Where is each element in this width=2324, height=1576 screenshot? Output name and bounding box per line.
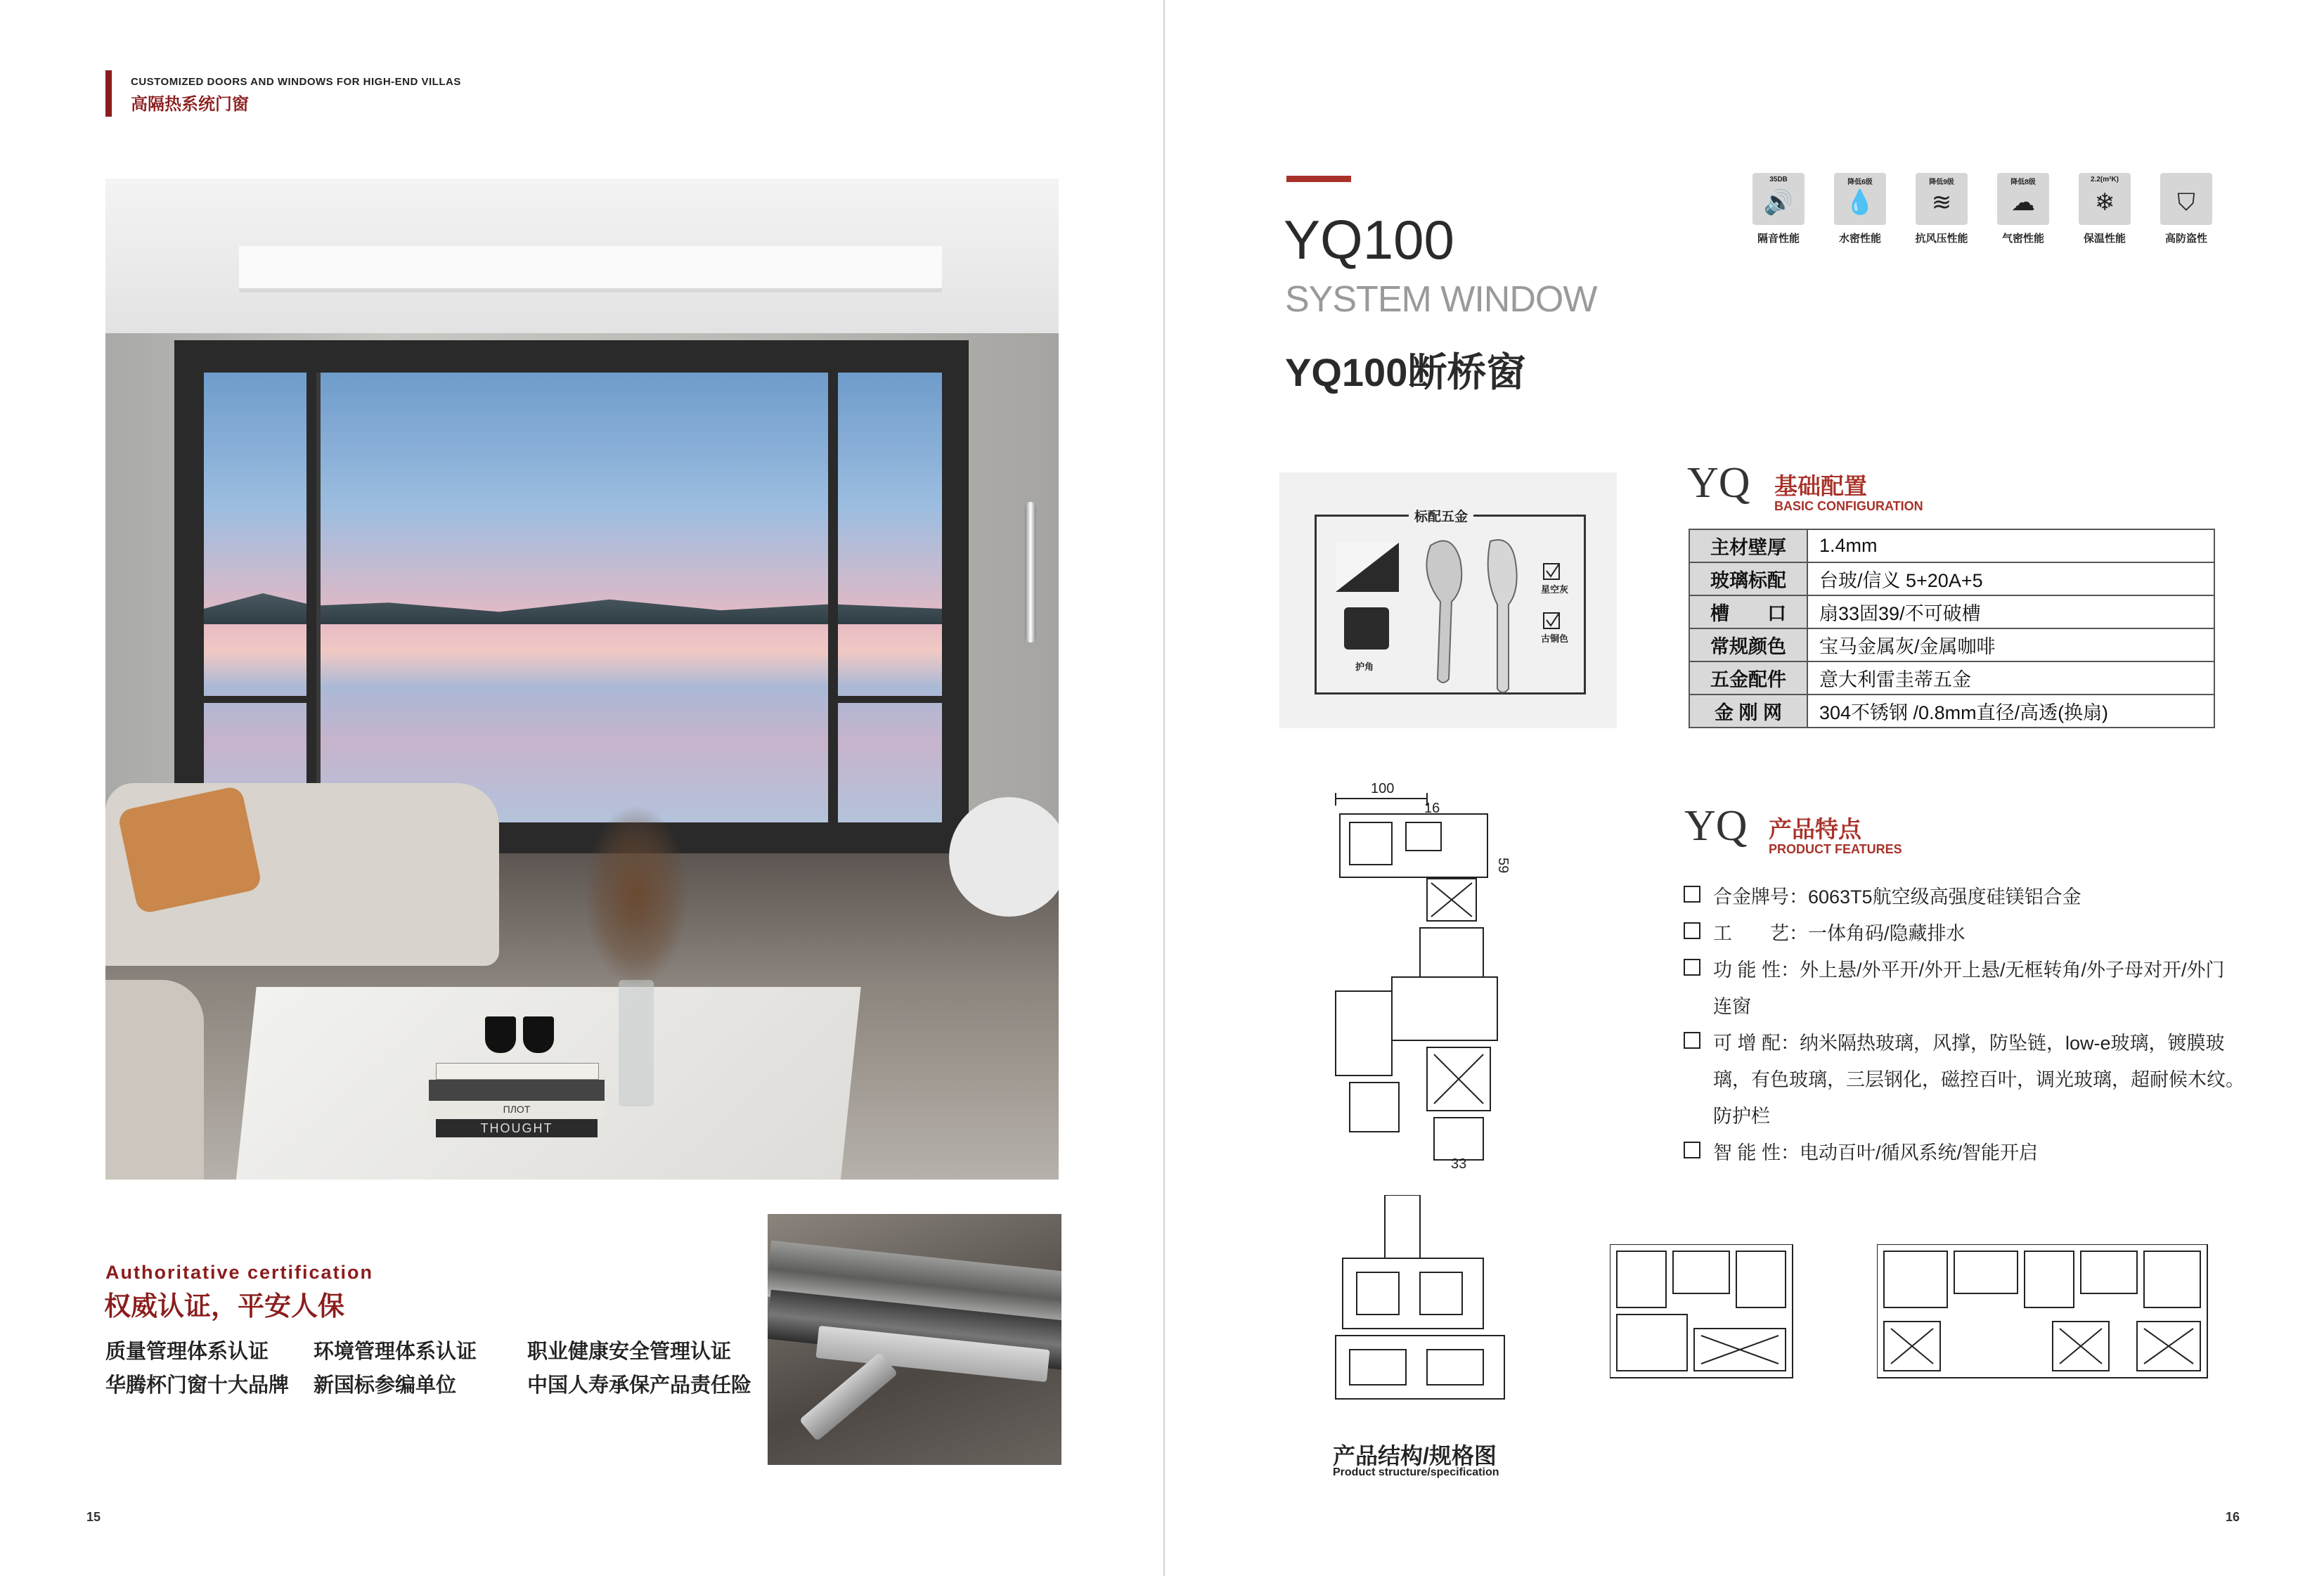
model-title-cn: YQ100断桥窗	[1285, 350, 1526, 394]
perf-item-wind: 降低9级 ≋ 抗风压性能	[1906, 173, 1977, 245]
corner-guard-icon	[1344, 607, 1389, 650]
book-spine-1: ПЛОТ	[429, 1101, 605, 1118]
table-row: 五金配件 意大利雷圭蒂五金	[1689, 661, 2214, 695]
standard-hardware-panel	[1279, 472, 1617, 728]
perf-item-water: 降低6级 💧 水密性能	[1825, 173, 1895, 245]
feature-line: 可 增 配：纳米隔热玻璃，风撑，防坠链，low-e玻璃，镀膜玻	[1713, 1033, 2225, 1054]
hardware-title: 标配五金	[1409, 506, 1473, 525]
page-number-left: 15	[86, 1510, 101, 1524]
perf-item-thermal: 2.2(m²K) ❄ 保温性能	[2070, 173, 2140, 245]
air-icon: ☁	[2011, 189, 2035, 216]
certification-title-en: Authoritative certification	[105, 1262, 374, 1283]
table-row: 常规颜色 宝马金属灰/金属咖啡	[1689, 628, 2214, 661]
basic-config-table	[1689, 529, 2215, 728]
feature-checkbox	[1684, 922, 1700, 939]
hardware-illustration	[1279, 472, 1617, 728]
dim-100: 100	[1371, 781, 1395, 796]
dim-33: 33	[1451, 1156, 1467, 1172]
feature-checkbox	[1684, 1032, 1700, 1049]
profile-section-vertical	[1322, 780, 1525, 1174]
profile-section-horizontal-1	[1610, 1244, 1800, 1385]
water-icon: 💧	[1845, 189, 1876, 216]
certification-title-cn: 权威认证，平安人保	[104, 1292, 345, 1322]
perf-item-sound: 35DB 🔊 隔音性能	[1743, 173, 1814, 245]
table-row: 金 刚 网 304不锈钢 /0.8mm直径/高透(换扇)	[1689, 695, 2214, 728]
feature-line-cont: 璃，有色玻璃，三层钢化，磁控百叶，调光玻璃，超耐候木纹。	[1713, 1069, 2245, 1090]
table-row: 主材壁厚 1.4mm	[1689, 529, 2214, 562]
hardware-detail-photo	[768, 1214, 1061, 1465]
cert-item: 质量管理体系认证	[105, 1341, 269, 1363]
profile-section-lower	[1329, 1195, 1518, 1406]
book-spine-2: THOUGHT	[436, 1119, 598, 1137]
header-chinese: 高隔热系统门窗	[131, 95, 249, 114]
feature-line-cont: 防护栏	[1713, 1106, 1770, 1127]
perf-item-security: ⛉ 高防盗性	[2151, 173, 2221, 245]
speaker-icon: 🔊	[1763, 189, 1794, 216]
feature-line-cont: 连窗	[1713, 996, 1751, 1017]
snowflake-icon: ❄	[2094, 189, 2115, 216]
table-row: 槽 口 扇33固39/不可破槽	[1689, 595, 2214, 628]
dim-59: 59	[1495, 858, 1511, 874]
cert-item: 中国人寿承保产品责任险	[527, 1374, 752, 1397]
cert-item: 华腾杯门窗十大品牌	[105, 1374, 290, 1397]
handle-star-grey	[1426, 541, 1461, 683]
title-accent-bar	[1286, 176, 1351, 182]
feature-line: 合金牌号：6063T5航空级高强度硅镁铝合金	[1713, 886, 2081, 908]
basic-config-title-cn: 基础配置	[1774, 473, 1867, 499]
feature-line: 功 能 性：外上悬/外平开/外开上悬/无框转角/外子母对开/外门	[1713, 960, 2225, 981]
page-number-right: 16	[2226, 1510, 2240, 1524]
diagram-title-en: Product structure/specification	[1333, 1466, 1499, 1478]
cert-item: 环境管理体系认证	[314, 1341, 477, 1363]
header-accent-bar	[105, 70, 112, 117]
cert-item: 新国标参编单位	[314, 1374, 457, 1397]
feature-line: 智 能 性：电动百叶/循风系统/智能开启	[1713, 1142, 2039, 1163]
features-title-cn: 产品特点	[1769, 816, 1861, 842]
header-english: CUSTOMIZED DOORS AND WINDOWS FOR HIGH-END VILLAS	[131, 76, 461, 88]
feature-line: 工 艺：一体角码/隐藏排水	[1713, 923, 1965, 944]
label-corner-guard: 护角	[1355, 661, 1374, 672]
feature-checkbox	[1684, 959, 1700, 976]
label-bronze: 古铜色	[1541, 633, 1569, 644]
perf-item-air: 降低8级 ☁ 气密性能	[1988, 173, 2058, 245]
model-title: YQ100	[1284, 209, 1454, 271]
feature-checkbox	[1684, 1142, 1700, 1158]
table-row: 玻璃标配 台玻/信义 5+20A+5	[1689, 562, 2214, 595]
features-yq: YQ	[1684, 802, 1748, 850]
basic-config-yq: YQ	[1687, 459, 1750, 507]
diagram-title-cn: 产品结构/规格图	[1333, 1443, 1497, 1468]
profile-section-horizontal-2	[1877, 1244, 2214, 1385]
label-star-grey: 星空灰	[1541, 584, 1569, 595]
shield-icon: ⛉	[2177, 189, 2195, 216]
handle-bronze	[1488, 540, 1517, 692]
page-divider	[1163, 0, 1165, 1576]
features-title-en: PRODUCT FEATURES	[1769, 842, 1902, 856]
cert-item: 职业健康安全管理认证	[527, 1341, 732, 1363]
living-room-photo	[105, 179, 1059, 1180]
basic-config-title-en: BASIC CONFIGURATION	[1774, 499, 1923, 513]
feature-checkbox	[1684, 886, 1700, 903]
wind-icon: ≋	[1931, 189, 1952, 216]
model-subtitle: SYSTEM WINDOW	[1285, 279, 1597, 320]
dim-16: 16	[1424, 801, 1440, 816]
